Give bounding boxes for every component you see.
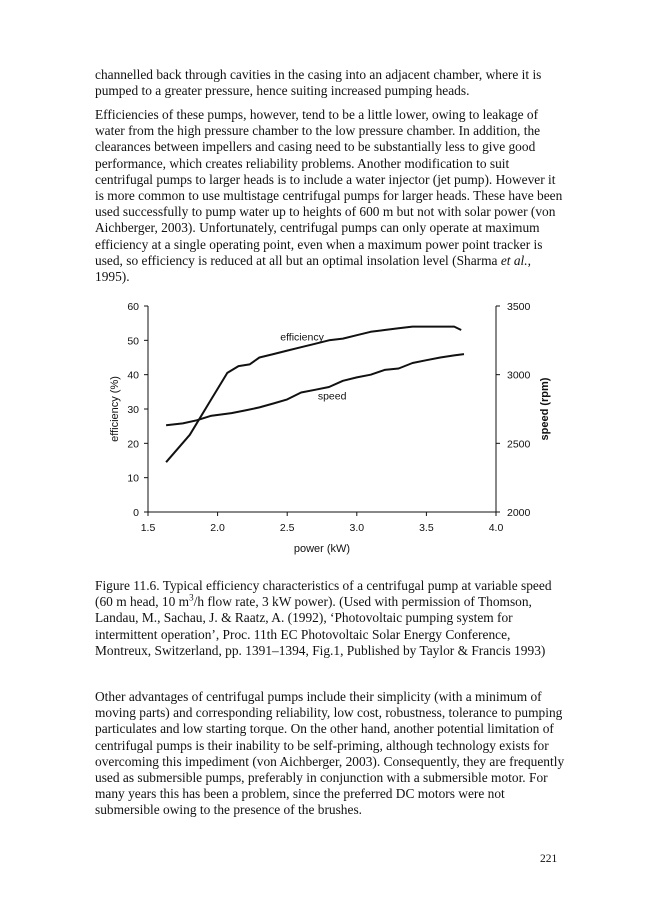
y-tick-label: 20 [127,438,139,451]
y2-tick-label: 2500 [507,438,531,451]
paragraph-1: channelled back through cavities in the casing into an adjacent chamber, where it is pumped to a greater pressure, hence suiting increased pumping heads. [95,67,542,99]
caption-text-a: Figure 11.6. Typical efficiency characteristics of a centrifugal pump at variable speed (60 m head, 10 m [95,578,552,610]
paragraph-2-end: , 1995). [95,252,531,285]
series-line-efficiency [166,327,461,463]
y-tick-label: 40 [127,369,139,382]
y2-tick-label: 3000 [507,369,531,382]
chart-svg [100,294,570,564]
series-line-speed [166,354,464,425]
y2-tick-label: 2000 [507,507,531,519]
annotation-efficiency: efficiency [280,331,324,344]
y-tick-label: 50 [127,335,139,348]
y-tick-label: 60 [127,301,139,313]
x-tick-label: 4.0 [488,522,504,534]
paragraph-2-etal: et al. [500,252,528,268]
y-tick-label: 10 [127,472,139,485]
x-axis-title: power (kW) [293,543,351,555]
paragraph-2-text: Efficiencies of these pumps, however, tend to be a little lower, owing to leakage of water from the high pressure chamber to the low pressure chamber. In addition, the clearances between impellers and casing need to be substantially less to give good performance, which creates reliability problems. Another modification to suit centrifugal pumps to larger heads is to include a water injector (jet pump). However it is more common to use multistage centrifugal pumps for larger heads. These have been used successfully to pump water up to heights of 600 m but not with solar power (von Aichberger, 2003). Unfortunately, centrifugal pumps can only operate at maximum efficiency at a single operating point, even when a maximum power point tracker is used, so efficiency is reduced at all but an optimal insolation level (Sharma [95,107,563,268]
x-tick-label: 1.5 [140,522,156,534]
x-tick-label: 3.5 [419,522,434,534]
y2-tick-label: 3500 [507,301,531,313]
y2-axis-title: speed (rpm) [539,377,551,441]
y-tick-label: 30 [127,404,139,416]
caption-text-b: /h flow rate, 3 kW power). (Used with permission of Thomson, Landau, M., Sachau, J. & Raatz, A. (1992), ‘Photovoltaic pumping system for intermittent operation’, Proc. 11th EC Photovoltaic Solar Energy Conference, Montreux, Switzerland, pp. 1391–1394, Fig.1, Published by Taylor & Francis 1993) [95,594,546,658]
y-axis-title: efficiency (%) [109,376,121,442]
efficiency-chart [100,294,570,564]
x-tick-label: 3.0 [349,522,365,534]
page-number: 221 [540,853,558,865]
annotation-speed: speed [317,390,347,403]
x-tick-label: 2.0 [210,522,225,534]
x-tick-label: 2.5 [279,522,295,534]
paragraph-2 [95,107,565,285]
y-tick-label: 0 [133,507,139,519]
paragraph-3: Other advantages of centrifugal pumps include their simplicity (with a minimum of moving parts) and corresponding reliability, low cost, robustness, tolerance to pumping particulates and low starting torque. On the other hand, another potential limitation of centrifugal pumps is their inability to be self-priming, although technology exists for overcoming this impediment (von Aichberger, 2003). Consequently, they are frequently used as submersible pumps, preferably in conjunction with a submersible motor. For many years this has been a problem, since the preferred DC motors were not submersible owing to the presence of the brushes. [95,689,565,818]
caption-superscript: 3 [189,592,194,603]
figure-caption [95,578,565,659]
